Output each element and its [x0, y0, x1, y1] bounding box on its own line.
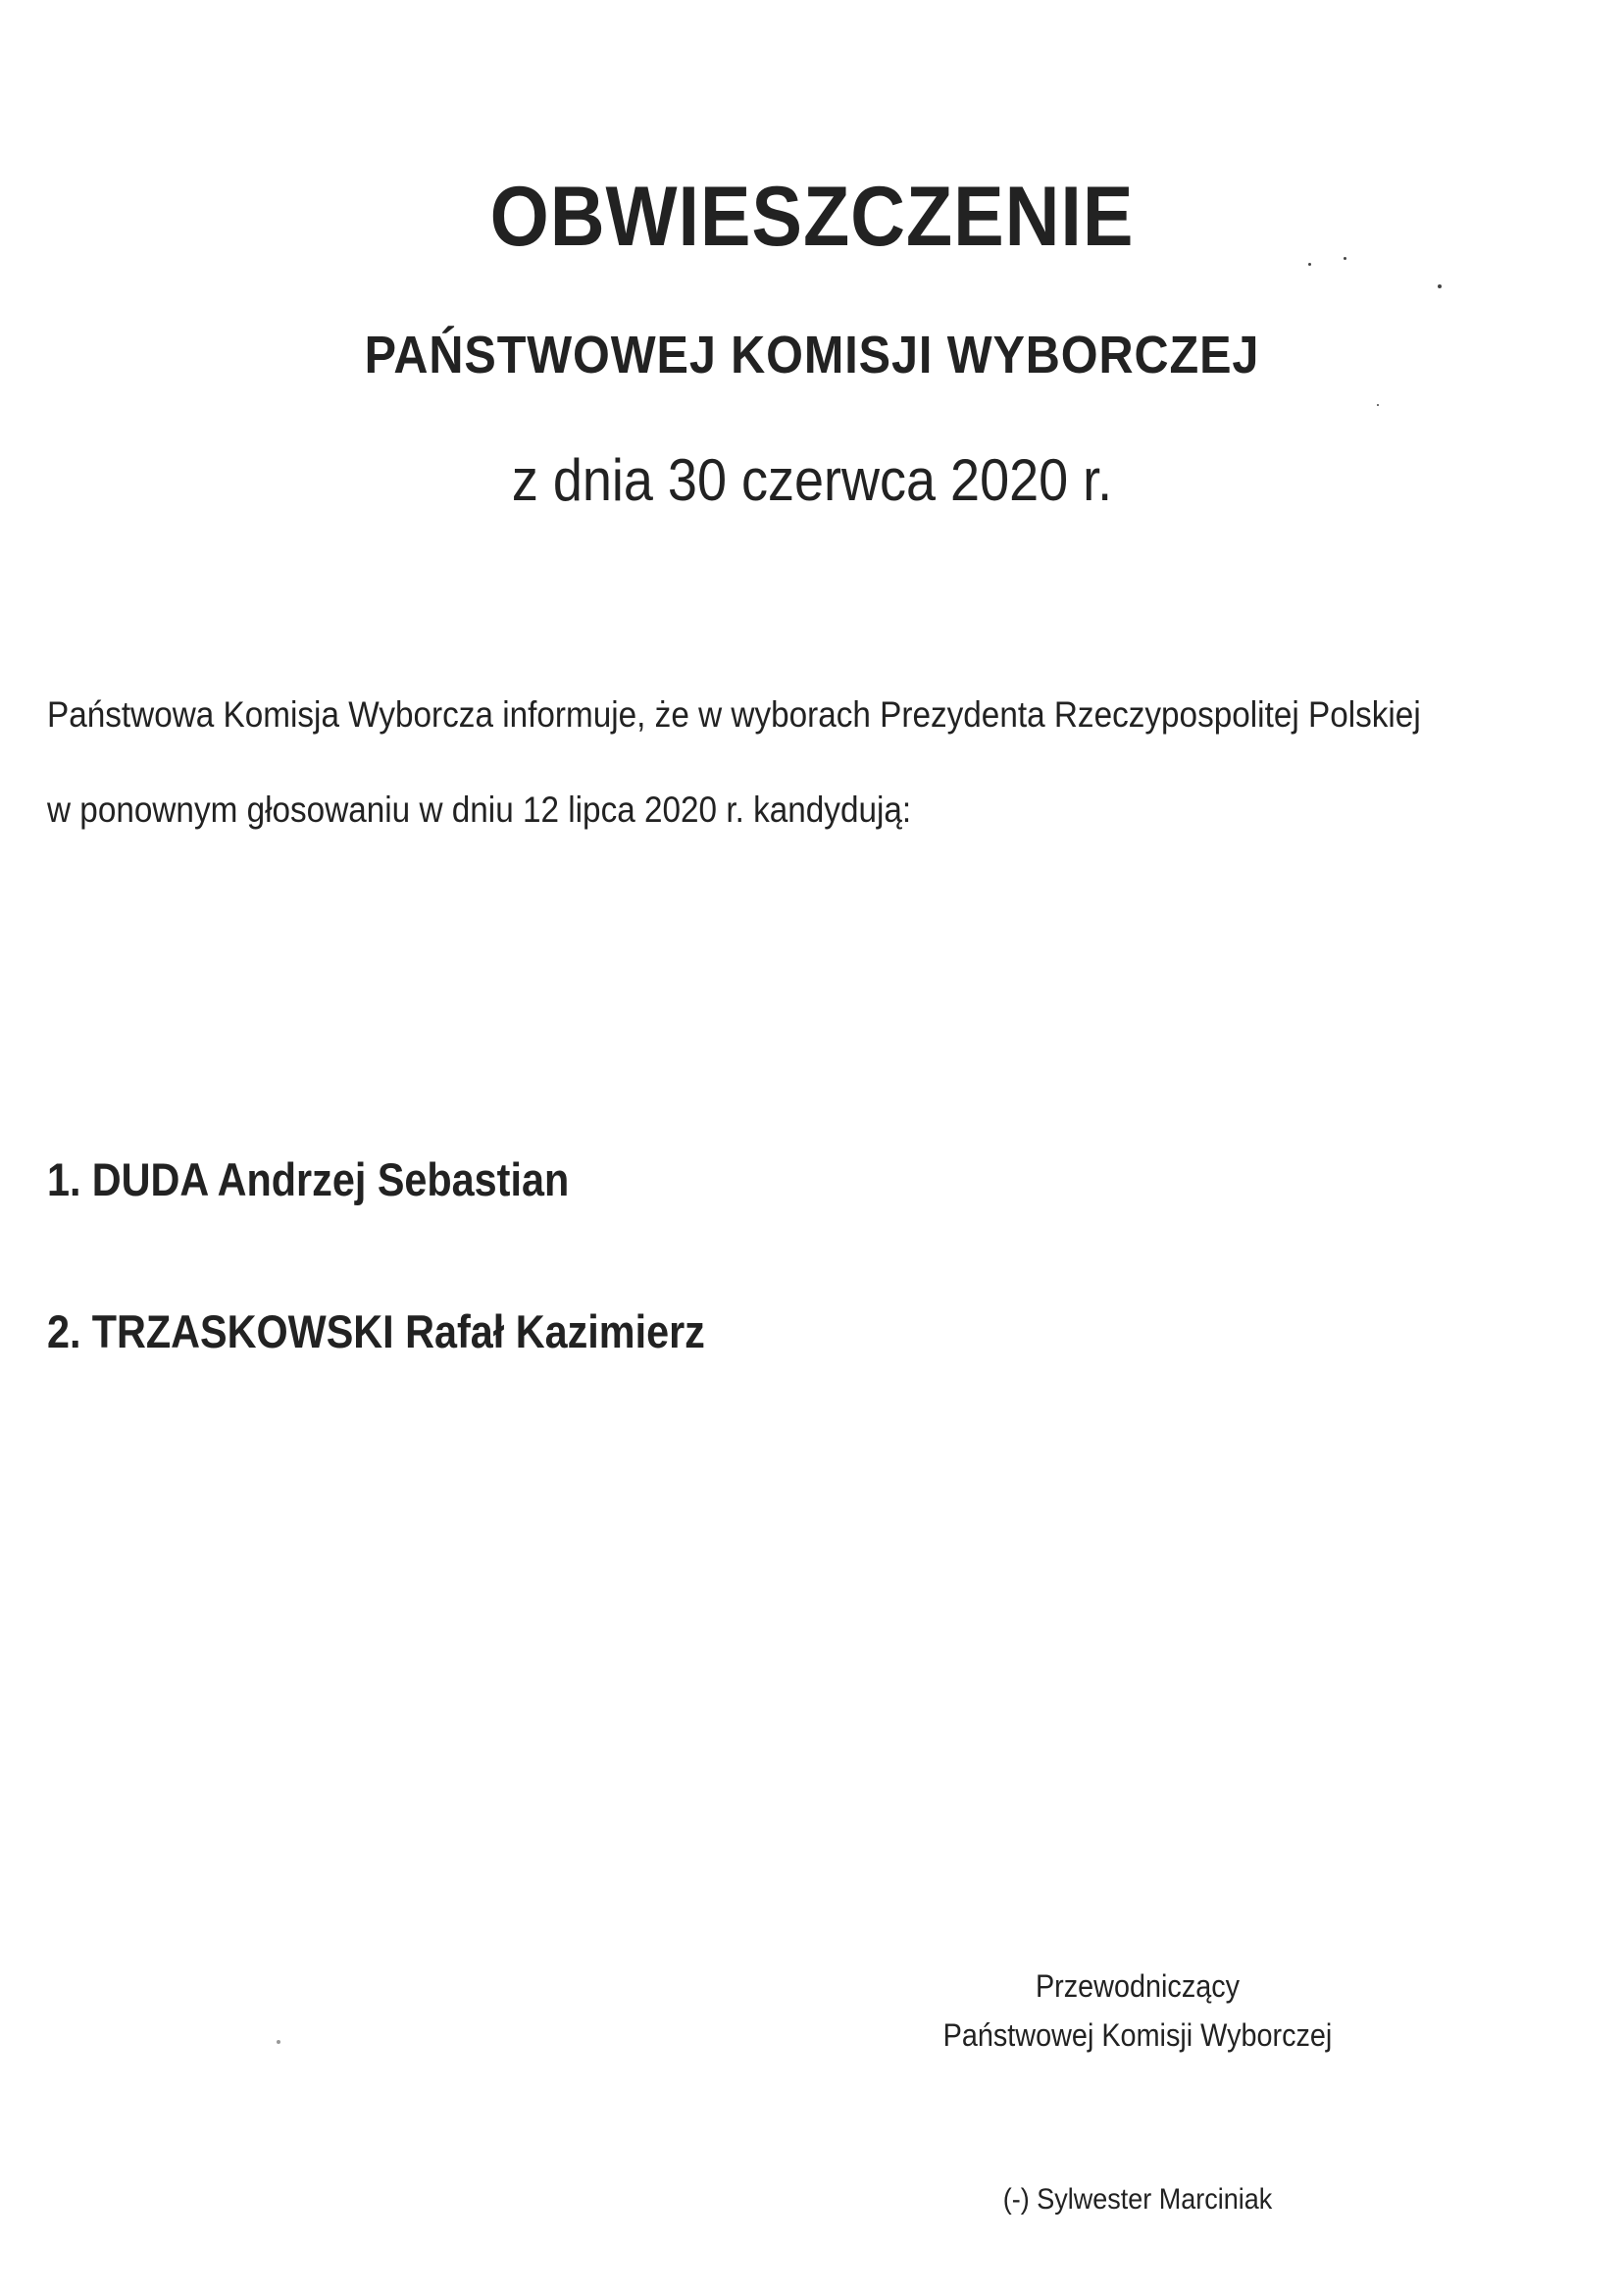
- announcement-line-2: w ponownym głosowaniu w dniu 12 lipca 2020 r. kandydują:: [47, 790, 912, 830]
- announcement-text: [47, 667, 1433, 857]
- candidate-name: DUDA Andrzej Sebastian: [91, 1153, 570, 1205]
- document-title: OBWIESZCZENIE: [489, 170, 1135, 264]
- scan-speck: [1377, 404, 1379, 406]
- scan-speck: [1308, 263, 1311, 266]
- candidate-number: 1.: [47, 1153, 81, 1205]
- candidate-item: [47, 1138, 705, 1290]
- candidate-list: [47, 1138, 705, 1442]
- signatory-role: Przewodniczący: [1035, 1968, 1241, 2004]
- candidate-number: 2.: [47, 1305, 81, 1357]
- signatory-institution: Państwowej Komisji Wyborczej: [942, 2017, 1333, 2053]
- scan-speck: [277, 2040, 280, 2044]
- candidate-name: TRZASKOWSKI Rafał Kazimierz: [91, 1305, 705, 1357]
- signatory-name: (-) Sylwester Marciniak: [1002, 2183, 1273, 2216]
- document-subtitle: PAŃSTWOWEJ KOMISJI WYBORCZEJ: [364, 326, 1260, 384]
- candidate-item: [47, 1290, 705, 1442]
- scan-speck: [1438, 284, 1442, 288]
- signature-block: [926, 1962, 1349, 2224]
- document-date: z dnia 30 czerwca 2020 r.: [511, 447, 1113, 513]
- scan-speck: [1344, 257, 1346, 260]
- announcement-line-1: Państwowa Komisja Wyborcza informuje, że w wyborach Prezydenta Rzeczypospolitej Polskiej: [47, 694, 1421, 735]
